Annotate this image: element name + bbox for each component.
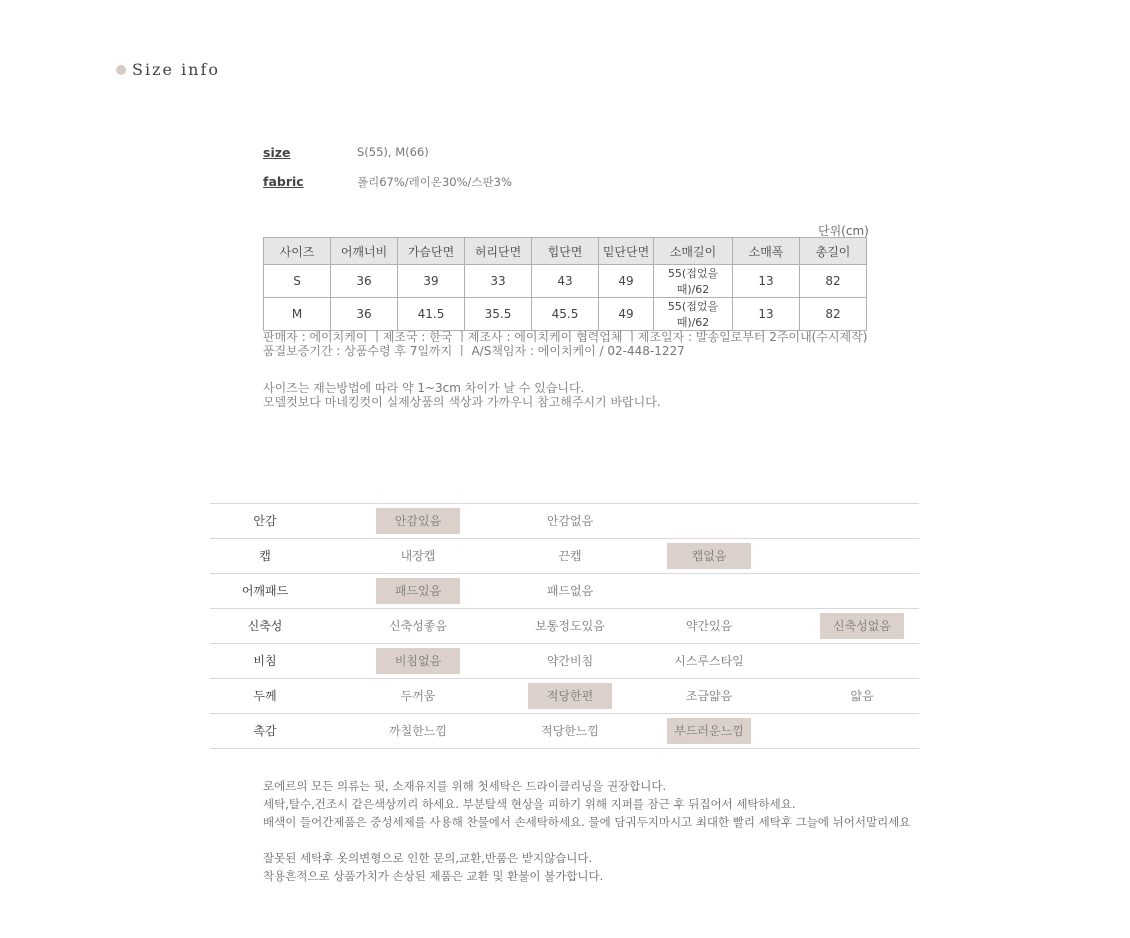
- care-line: 배색이 들어간제품은 중성세제를 사용해 찬물에서 손세탁하세요. 물에 담궈두지마시고 최대한 빨리 세탁후 그늘에 뉘어서말리세요: [263, 815, 911, 829]
- option-choice: 신축성좋음: [389, 619, 447, 633]
- size-key: size: [263, 145, 291, 160]
- option-choice: 약간비침: [546, 654, 594, 668]
- table-cell: 13: [733, 298, 800, 331]
- fabric-info-row: [263, 174, 512, 190]
- size-info-row: [263, 145, 429, 160]
- table-cell: 36: [331, 298, 398, 331]
- care-notice: [263, 777, 910, 885]
- table-cell: 49: [599, 265, 654, 298]
- table-cell: 33: [465, 265, 532, 298]
- option-row: [210, 644, 919, 679]
- size-notice-line: 사이즈는 재는방법에 따라 약 1~3cm 차이가 날 수 있습니다.: [263, 381, 585, 395]
- table-row: [264, 298, 867, 331]
- option-choice: 조금얇음: [685, 689, 733, 703]
- option-row: [210, 574, 919, 609]
- size-value: S(55), M(66): [357, 145, 429, 159]
- option-choice-selected: 부드러운느낌: [667, 718, 751, 744]
- table-cell: 55(접었을때)/62: [654, 265, 733, 298]
- option-choice: 얇음: [850, 689, 874, 703]
- option-choice: 두꺼움: [400, 689, 436, 703]
- option-choice: 까칠한느낌: [389, 724, 447, 738]
- option-choice-selected: 캡없음: [667, 543, 751, 569]
- option-row: [210, 609, 919, 644]
- size-notice: [263, 381, 661, 409]
- table-cell: 43: [532, 265, 599, 298]
- option-row: [210, 679, 919, 714]
- option-row: [210, 714, 919, 749]
- size-notice-line: 모델컷보다 마네킹컷이 실제상품의 색상과 가까우니 참고해주시기 바랍니다.: [263, 395, 661, 409]
- option-row-label: 두께: [253, 689, 277, 703]
- option-choice-selected: 신축성없음: [820, 613, 904, 639]
- unit-label: 단위(cm): [818, 224, 869, 238]
- option-choice: 안감없음: [546, 514, 594, 528]
- care-line: 잘못된 세탁후 옷의변형으로 인한 문의,교환,반품은 받지않습니다.: [263, 851, 593, 865]
- option-row-label: 안감: [253, 514, 277, 528]
- section-title-text: Size info: [132, 60, 221, 79]
- table-row: [264, 265, 867, 298]
- option-choice: 패드없음: [546, 584, 594, 598]
- option-choice-selected: 안감있음: [376, 508, 460, 534]
- option-row: [210, 504, 919, 539]
- option-row-label: 어깨패드: [241, 584, 289, 598]
- table-header-cell: 허리단면: [465, 238, 532, 265]
- seller-info-line: 품질보증기간 : 상품수령 후 7일까지 ㅣ A/S책임자 : 에이치케이 / 02-448-1227: [263, 344, 685, 358]
- option-choice: 보통정도있음: [535, 619, 605, 633]
- option-row-label: 촉감: [253, 724, 277, 738]
- table-cell: M: [264, 298, 331, 331]
- table-header-cell: 총길이: [800, 238, 867, 265]
- table-header-cell: 소매길이: [654, 238, 733, 265]
- option-row-label: 비침: [253, 654, 277, 668]
- seller-info: [263, 330, 867, 358]
- option-choice: 시스루스타일: [674, 654, 744, 668]
- option-choice-selected: 비침없음: [376, 648, 460, 674]
- option-choice: 내장캡: [400, 549, 436, 563]
- table-header-cell: 힙단면: [532, 238, 599, 265]
- table-header-cell: 가슴단면: [398, 238, 465, 265]
- table-cell: 13: [733, 265, 800, 298]
- option-choice-selected: 적당한편: [528, 683, 612, 709]
- table-cell: 41.5: [398, 298, 465, 331]
- option-choice: 끈캡: [558, 549, 582, 563]
- table-cell: 82: [800, 265, 867, 298]
- option-choice: 적당한느낌: [541, 724, 599, 738]
- table-cell: 45.5: [532, 298, 599, 331]
- care-line: 세탁,탈수,건조시 같은색상끼리 하세요. 부분탈색 현상을 피하기 위해 지퍼를 잠근 후 뒤집어서 세탁하세요.: [263, 797, 796, 811]
- table-header-cell: 어깨너비: [331, 238, 398, 265]
- option-row-label: 캡: [259, 549, 271, 563]
- fabric-value: 폴리67%/레이온30%/스판3%: [357, 175, 512, 189]
- table-cell: 39: [398, 265, 465, 298]
- table-cell: 55(접었을때)/62: [654, 298, 733, 331]
- table-cell: S: [264, 265, 331, 298]
- bullet-dot-icon: [116, 65, 126, 75]
- option-choice-selected: 패드있음: [376, 578, 460, 604]
- table-header-cell: 밑단단면: [599, 238, 654, 265]
- care-spacer: [263, 831, 910, 849]
- option-row-label: 신축성: [247, 619, 283, 633]
- table-header-cell: 사이즈: [264, 238, 331, 265]
- fabric-key: fabric: [263, 174, 304, 189]
- table-cell: 36: [331, 265, 398, 298]
- size-table-header-row: [264, 238, 867, 265]
- seller-info-line: 판매자 : 에이치케이 ㅣ제조국 : 한국 ㅣ제조사 : 에이치케이 협력업체 ㅣ제조일자 : 발송일로부터 2주이내(수시제작): [263, 330, 868, 344]
- section-title: [116, 60, 220, 79]
- table-cell: 35.5: [465, 298, 532, 331]
- table-cell: 82: [800, 298, 867, 331]
- table-header-cell: 소매폭: [733, 238, 800, 265]
- care-line: 착용흔적으로 상품가치가 손상된 제품은 교환 및 환불이 불가합니다.: [263, 869, 604, 883]
- care-line: 로에르의 모든 의류는 핏, 소재유지를 위해 첫세탁은 드라이클리닝을 권장합니다.: [263, 779, 667, 793]
- option-choice: 약간있음: [685, 619, 733, 633]
- fabric-options-table: [210, 503, 919, 749]
- table-cell: 49: [599, 298, 654, 331]
- size-table: [263, 237, 867, 331]
- option-row: [210, 539, 919, 574]
